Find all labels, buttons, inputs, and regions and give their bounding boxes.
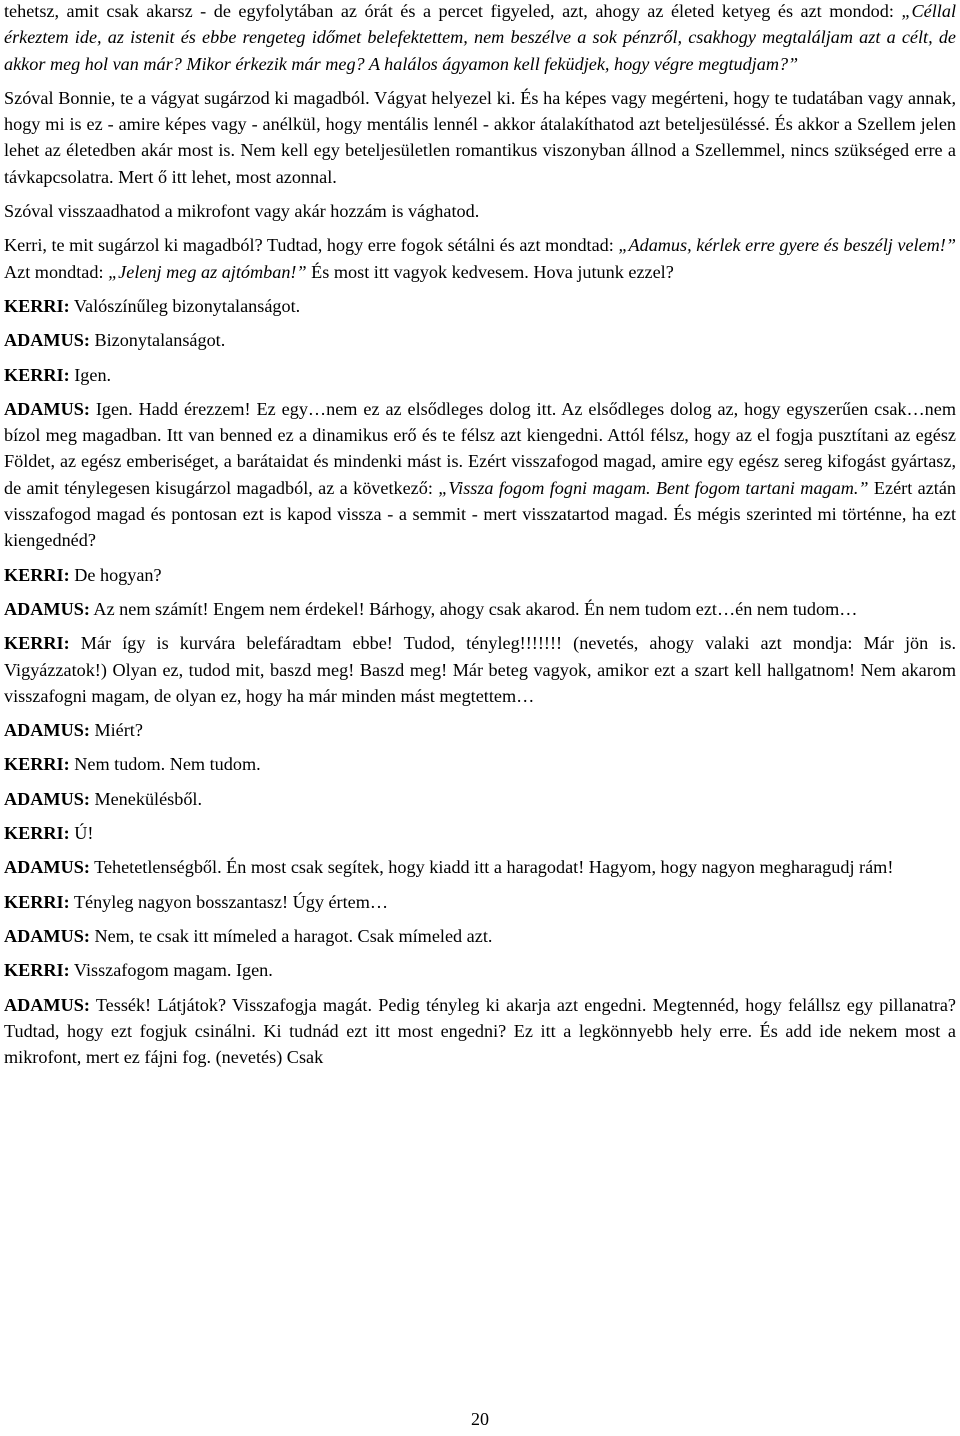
- quoted-speech: „Adamus, kérlek erre gyere és beszélj velem!”: [618, 235, 956, 256]
- paragraph-text: És most itt vagyok kedvesem. Hova jutunk ezzel?: [306, 261, 674, 282]
- speaker-label: KERRI:: [4, 823, 70, 844]
- paragraph-text: tehetsz, amit csak akarsz - de egyfolytában az órát és a percet figyeled, azt, ahogy az életed ketyeg és azt mondod:: [4, 1, 902, 21]
- paragraph-text: Tehetetlenségből. Én most csak segítek, hogy kiadd itt a haragodat! Hagyom, hogy nagyon megharagudj rám!: [89, 857, 894, 878]
- paragraph: [4, 992, 956, 1071]
- paragraph-text: Tessék! Látjátok? Visszafogja magát. Pedig tényleg ki akarja azt engedni. Megtennéd, hogy felállsz egy pillanatra? Tudtad, hogy ezt fogjuk csinálni. Ki tudnád ezt itt most engedni? Ez itt a legkönnyebb hely erre. És add ide nekem most a mikrofont, mert ez fájni fog. (nevetés) Csak: [4, 994, 956, 1068]
- paragraph: [4, 889, 956, 915]
- paragraph: [4, 396, 956, 554]
- quoted-speech: „Céllal érkeztem ide, az istenit és ebbe rengeteg időmet belefektettem, nem beszélve a sok pénzről, csakhogy megtaláljam azt a célt, de akkor meg hol van már? Mikor érkezik már meg? A halálos ágyamon kell feküdjek, hogy végre megtudjam?”: [4, 1, 956, 74]
- speaker-label: KERRI:: [4, 564, 70, 585]
- speaker-label: ADAMUS:: [4, 857, 90, 878]
- speaker-label: ADAMUS:: [4, 720, 90, 741]
- paragraph: [4, 923, 956, 949]
- paragraph-text: Nem, te csak itt mímeled a haragot. Csak mímeled azt.: [89, 925, 493, 946]
- paragraph-text: Már így is kurvára belefáradtam ebbe! Tudod, tényleg!!!!!!! (nevetés, ahogy valaki azt mondja: Már jön is. Vigyázzatok!) Olyan ez, tudod mit, baszd meg! Baszd meg! Már beteg vagyok, amikor ezt a szart kell hallgatnom! Nem akarom visszafogni magam, de olyan ez, hogy ha már minden mást megtettem…: [4, 633, 956, 706]
- speaker-label: ADAMUS:: [4, 330, 90, 351]
- paragraph: [4, 854, 956, 880]
- paragraph: [4, 562, 956, 588]
- paragraph: [4, 786, 956, 812]
- quoted-speech: „Vissza fogom fogni magam. Bent fogom tartani magam.”: [438, 477, 869, 498]
- paragraph-text: Miért?: [89, 720, 143, 741]
- paragraph: [4, 630, 956, 709]
- paragraph-text: Ú!: [69, 823, 94, 844]
- speaker-label: KERRI:: [4, 891, 70, 912]
- paragraph: [4, 751, 956, 777]
- paragraph-text: Szóval visszaadhatod a mikrofont vagy akár hozzám is vághatod.: [4, 201, 480, 222]
- paragraph-text: Igen.: [69, 364, 112, 385]
- paragraph: [4, 0, 956, 77]
- speaker-label: ADAMUS:: [4, 598, 90, 619]
- paragraph: [4, 362, 956, 388]
- speaker-label: KERRI:: [4, 960, 70, 981]
- speaker-label: KERRI:: [4, 364, 70, 385]
- paragraph-text: Szóval Bonnie, te a vágyat sugárzod ki magadból. Vágyat helyezel ki. És ha képes vagy megérteni, hogy te tudatában vagy annak, hogy mi is ez - amire képes vagy - anélkül, hogy mentális lennél - akkor átalakíthatod azt beteljesüléssé. És akkor a Szellem jelen lehet az életedben akár most is. Nem kell egy beteljesületlen romantikus viszonyban állnod a Szellemmel, nincs szükséged erre a távkapcsolatra. Mert ő itt lehet, most azonnal.: [4, 87, 956, 187]
- speaker-label: ADAMUS:: [4, 398, 90, 419]
- paragraph-text: Menekülésből.: [89, 788, 203, 809]
- paragraph: [4, 717, 956, 743]
- paragraph-text: Tényleg nagyon bosszantasz! Úgy értem…: [69, 891, 389, 912]
- body-text: [4, 0, 956, 1070]
- paragraph-text: Bizonytalanságot.: [89, 330, 226, 351]
- paragraph: [4, 232, 956, 285]
- paragraph-text: Visszafogom magam. Igen.: [69, 960, 273, 981]
- paragraph: [4, 85, 956, 190]
- quoted-speech: „Jelenj meg az ajtómban!”: [108, 261, 307, 282]
- paragraph: [4, 596, 956, 622]
- paragraph-text: Valószínűleg bizonytalanságot.: [69, 295, 301, 316]
- paragraph-text: De hogyan?: [69, 564, 162, 585]
- paragraph-text: Igen. Hadd érezzem! Ez egy…nem ez az elsődleges dolog itt. Az elsődleges dolog az, hogy egyszerűen csak…nem bízol meg magadban. Itt van benned ez a dinamikus erő és te félsz azt kiengedni. Attól félsz, hogy az el fogja pusztítani az egész Földet, az egész emberiséget, a barátaidat és mindenki mást is. Ezért visszafogod magad, amire egy egész sereg kifogást gyártasz, de amit ténylegesen kisugárzol magadból, az a következő:: [4, 398, 956, 498]
- paragraph-text: Ezért aztán visszafogod magad és pontosan ezt is kapod vissza - a semmit - mert visszatartod magad. És mégis szerinted mi történne, ha ezt kiengednéd?: [4, 477, 956, 551]
- speaker-label: ADAMUS:: [4, 788, 90, 809]
- paragraph: [4, 327, 956, 353]
- speaker-label: ADAMUS:: [4, 925, 90, 946]
- paragraph-text: Az nem számít! Engem nem érdekel! Bárhogy, ahogy csak akarod. Én nem tudom ezt…én nem tudom…: [89, 598, 858, 619]
- paragraph-text: Nem tudom. Nem tudom.: [69, 754, 261, 775]
- paragraph-text: Kerri, te mit sugárzol ki magadból? Tudtad, hogy erre fogok sétálni és azt mondtad:: [4, 235, 619, 256]
- speaker-label: KERRI:: [4, 754, 70, 775]
- speaker-label: KERRI:: [4, 295, 70, 316]
- paragraph: [4, 957, 956, 983]
- speaker-label: KERRI:: [4, 633, 70, 654]
- paragraph: [4, 198, 956, 224]
- speaker-label: ADAMUS:: [4, 994, 90, 1015]
- paragraph: [4, 293, 956, 319]
- page-number: 20: [471, 1409, 489, 1429]
- paragraph-text: Azt mondtad:: [4, 261, 109, 282]
- paragraph: [4, 820, 956, 846]
